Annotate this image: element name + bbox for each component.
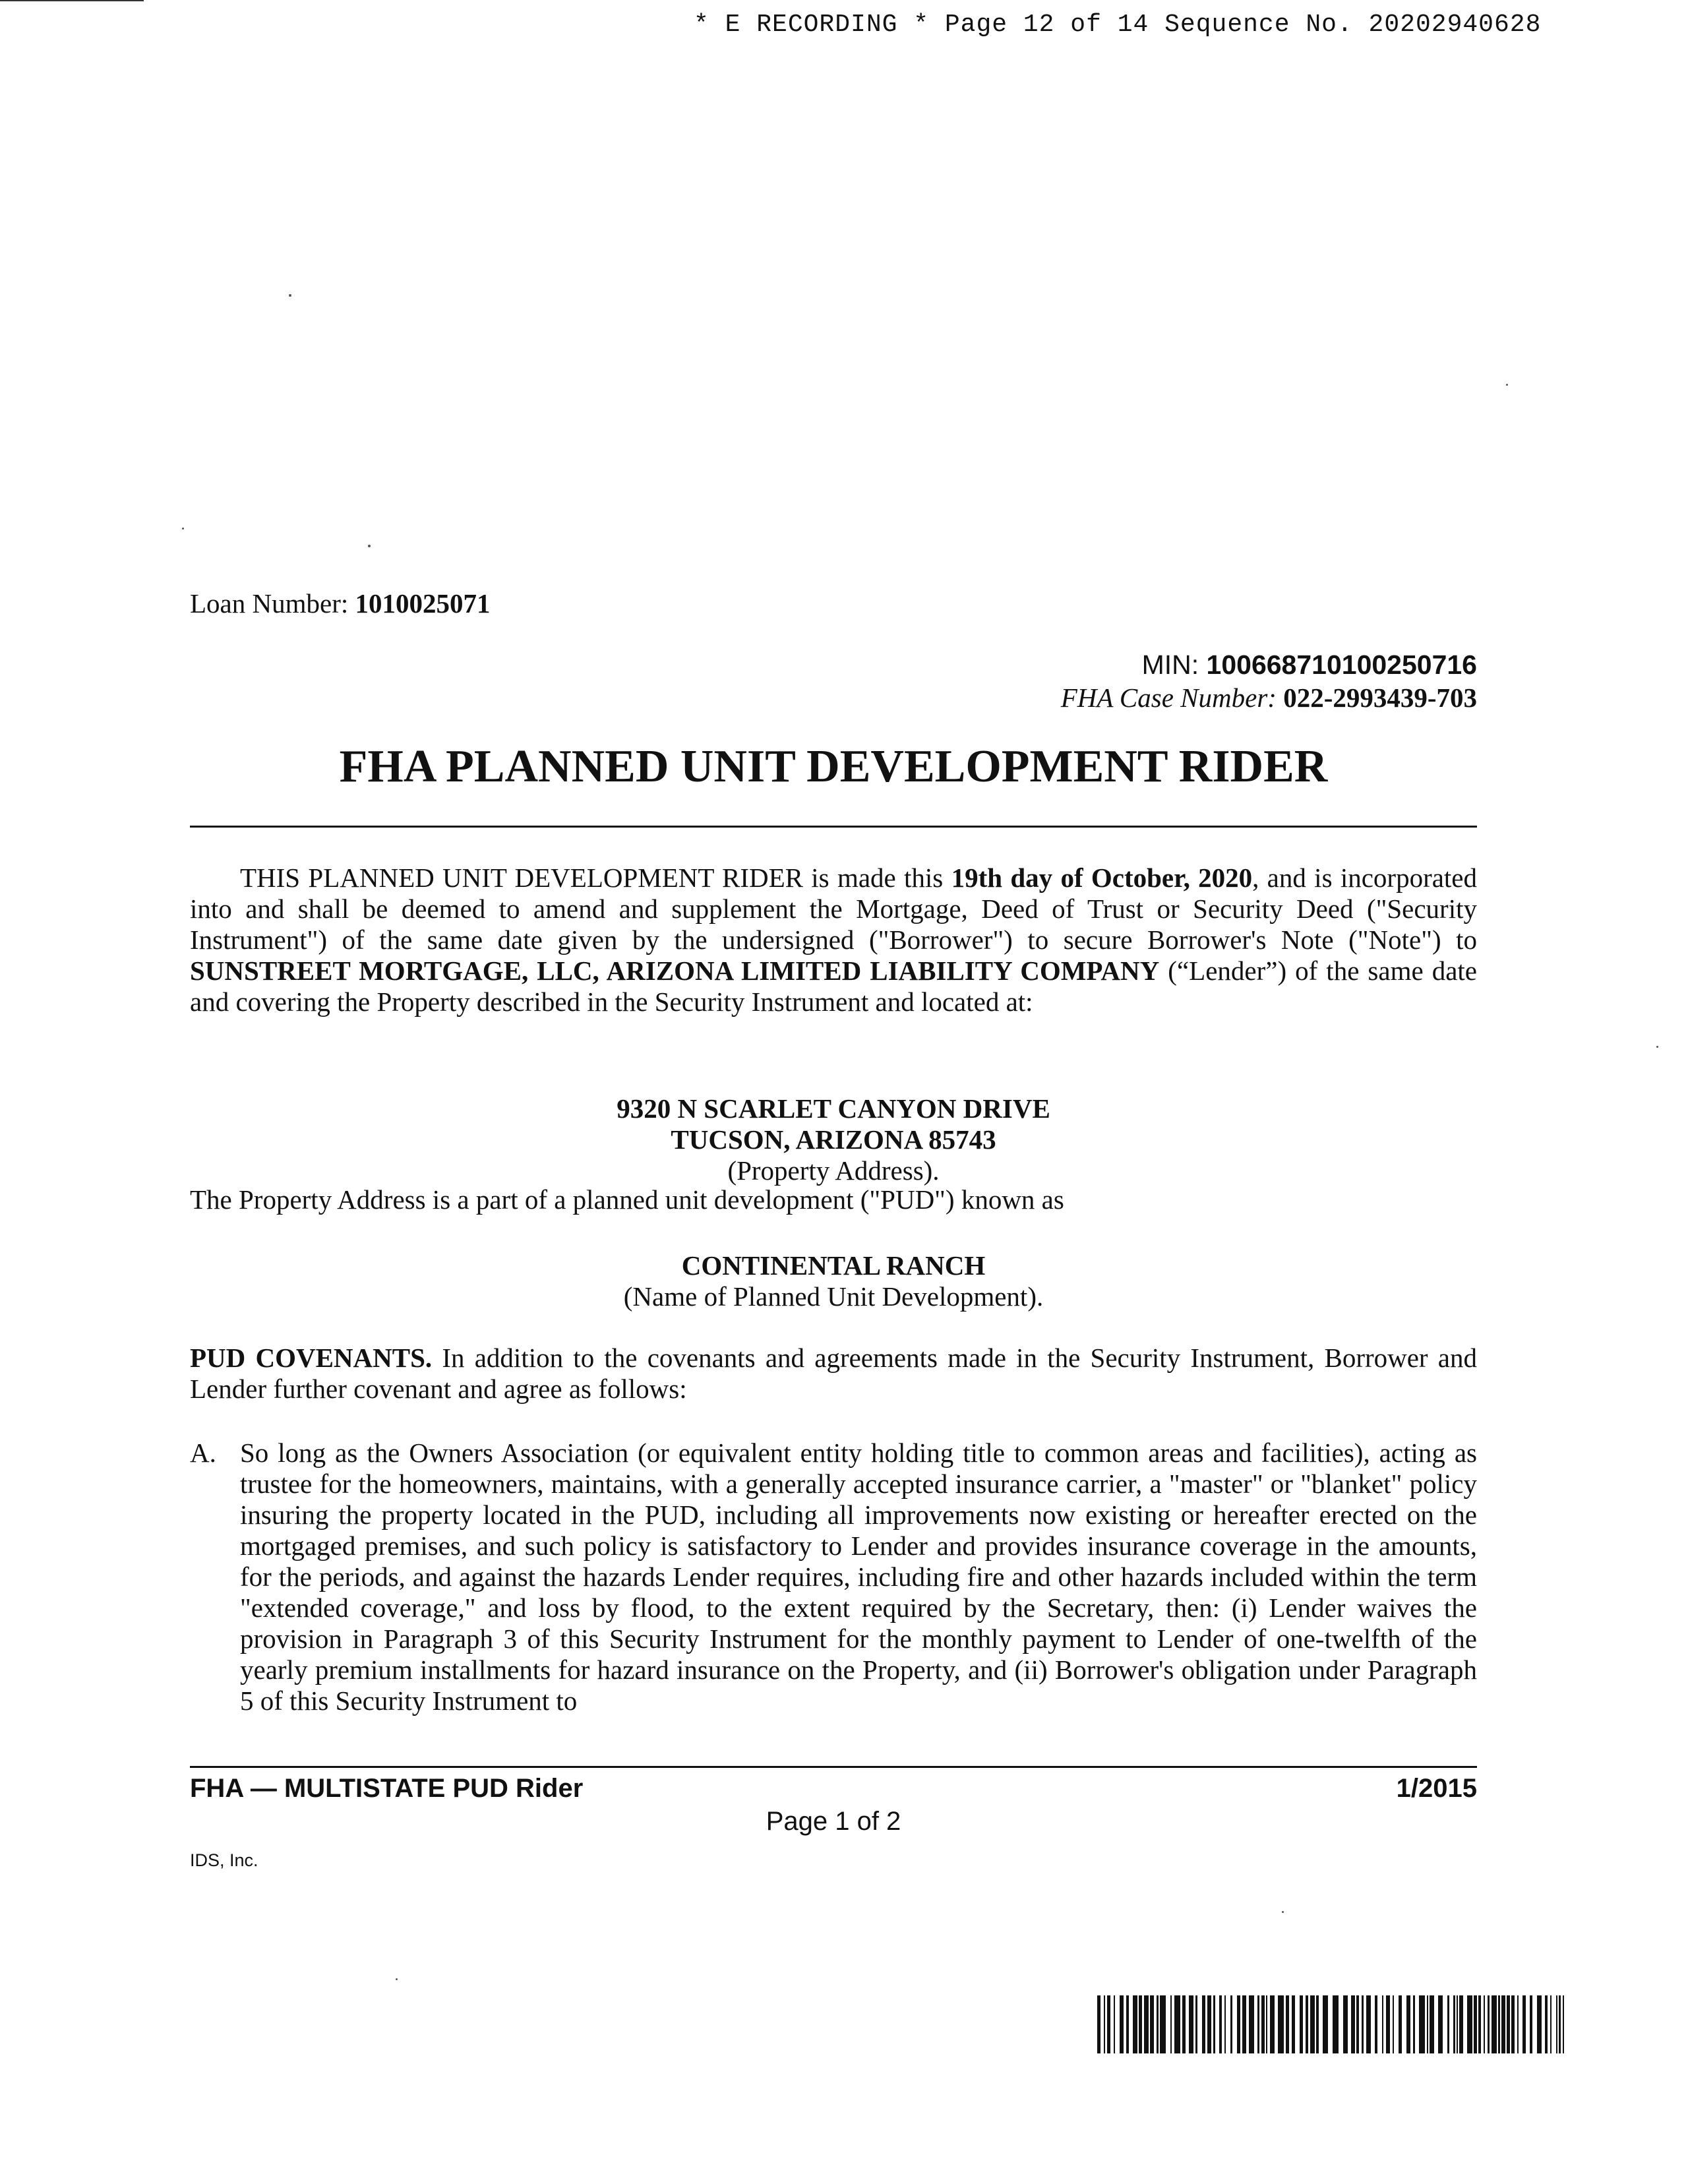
- loan-number-value: 1010025071: [355, 588, 491, 619]
- footer-form-name: FHA — MULTISTATE PUD Rider: [190, 1774, 584, 1803]
- intro-part2: , and is incorporated into and shall be deemed to amend and supplement the Mortgage, Deed of Trust or Security Deed ("Security Instrument") of the same date given by the undersigned ("Borrower") to secure Borrower's Note ("Note") to: [190, 863, 1478, 955]
- pud-covenants-heading: PUD COVENANTS.: [190, 1343, 433, 1373]
- barcode-icon: [1097, 1995, 1571, 2053]
- loan-number-label: Loan Number:: [190, 588, 355, 619]
- footer-vendor: IDS, Inc.: [190, 1850, 258, 1870]
- item-a-label: A.: [190, 1438, 216, 1468]
- property-address-line1: 9320 N SCARLET CANYON DRIVE: [617, 1093, 1050, 1124]
- scan-speck: [396, 1978, 398, 1980]
- intro-paragraph: [190, 863, 1477, 1017]
- property-address-block: [190, 1093, 1477, 1186]
- lender-name: SUNSTREET MORTGAGE, LLC, ARIZONA LIMITED LIABILITY COMPANY: [190, 956, 1160, 986]
- recording-header: * E RECORDING * Page 12 of 14 Sequence No. 20202940628: [694, 11, 1542, 39]
- document-title: FHA PLANNED UNIT DEVELOPMENT RIDER: [339, 741, 1328, 792]
- min-label: MIN:: [1141, 650, 1207, 680]
- fha-case-value: 022-2993439-703: [1283, 682, 1477, 713]
- pud-intro: The Property Address is a part of a planned unit development ("PUD") known as: [190, 1184, 1064, 1215]
- property-address-line2: TUCSON, ARIZONA 85743: [671, 1124, 996, 1155]
- pud-covenants-paragraph: [190, 1343, 1477, 1405]
- property-address-caption: (Property Address).: [727, 1155, 940, 1186]
- scan-speck: [1656, 1046, 1658, 1048]
- scan-speck: [182, 528, 184, 530]
- footer-form-date: 1/2015: [1396, 1774, 1477, 1803]
- scan-speck: [368, 545, 371, 547]
- pud-name: CONTINENTAL RANCH: [681, 1250, 986, 1281]
- pud-name-caption: (Name of Planned Unit Development).: [623, 1281, 1044, 1312]
- pud-name-block: [190, 1250, 1477, 1312]
- scan-speck: [1282, 1911, 1284, 1913]
- loan-number-line: [190, 588, 490, 619]
- min-value: 100668710100250716: [1206, 650, 1477, 680]
- item-a-text: So long as the Owners Association (or equivalent entity holding title to common areas and facilities), acting as trustee for the homeowners, maintains, with a generally accepted insurance carrier, a "master" or "blanket" policy insuring the property located in the PUD, including all improvements now existing or hereafter erected on the mortgaged premises, and such policy is satisfactory to Lender and provides insurance coverage in the amounts, for the periods, and against the hazards Lender requires, including fire and other hazards included within the term "extended coverage," and loss by flood, to the extent required by the Secretary, then: (i) Lender waives the provision in Paragraph 3 of this Security Instrument for the monthly payment to Lender of one-twelfth of the yearly premium installments for hazard insurance on the Property, and (ii) Borrower's obligation under Paragraph 5 of this Security Instrument to: [240, 1438, 1477, 1716]
- rider-date: 19th day of October, 2020: [951, 863, 1253, 893]
- top-edge-rule: [0, 0, 144, 1]
- footer-page-number: Page 1 of 2: [766, 1807, 901, 1836]
- title-rule: [190, 826, 1477, 828]
- scan-speck: [289, 294, 291, 297]
- fha-case-line: [1061, 682, 1477, 713]
- fha-case-label: FHA Case Number:: [1060, 682, 1277, 713]
- intro-part3: (“Lender”) of the same date and covering the Property described in the Security Instrument and located at:: [190, 956, 1477, 1017]
- intro-part1: THIS PLANNED UNIT DEVELOPMENT RIDER is made this: [240, 863, 951, 893]
- scan-speck: [1506, 384, 1508, 386]
- min-line: [1142, 650, 1477, 681]
- pud-covenants-text: In addition to the covenants and agreements made in the Security Instrument, Borrower and Lender further covenant and agree as follows:: [190, 1343, 1477, 1404]
- footer-rule: [190, 1766, 1477, 1768]
